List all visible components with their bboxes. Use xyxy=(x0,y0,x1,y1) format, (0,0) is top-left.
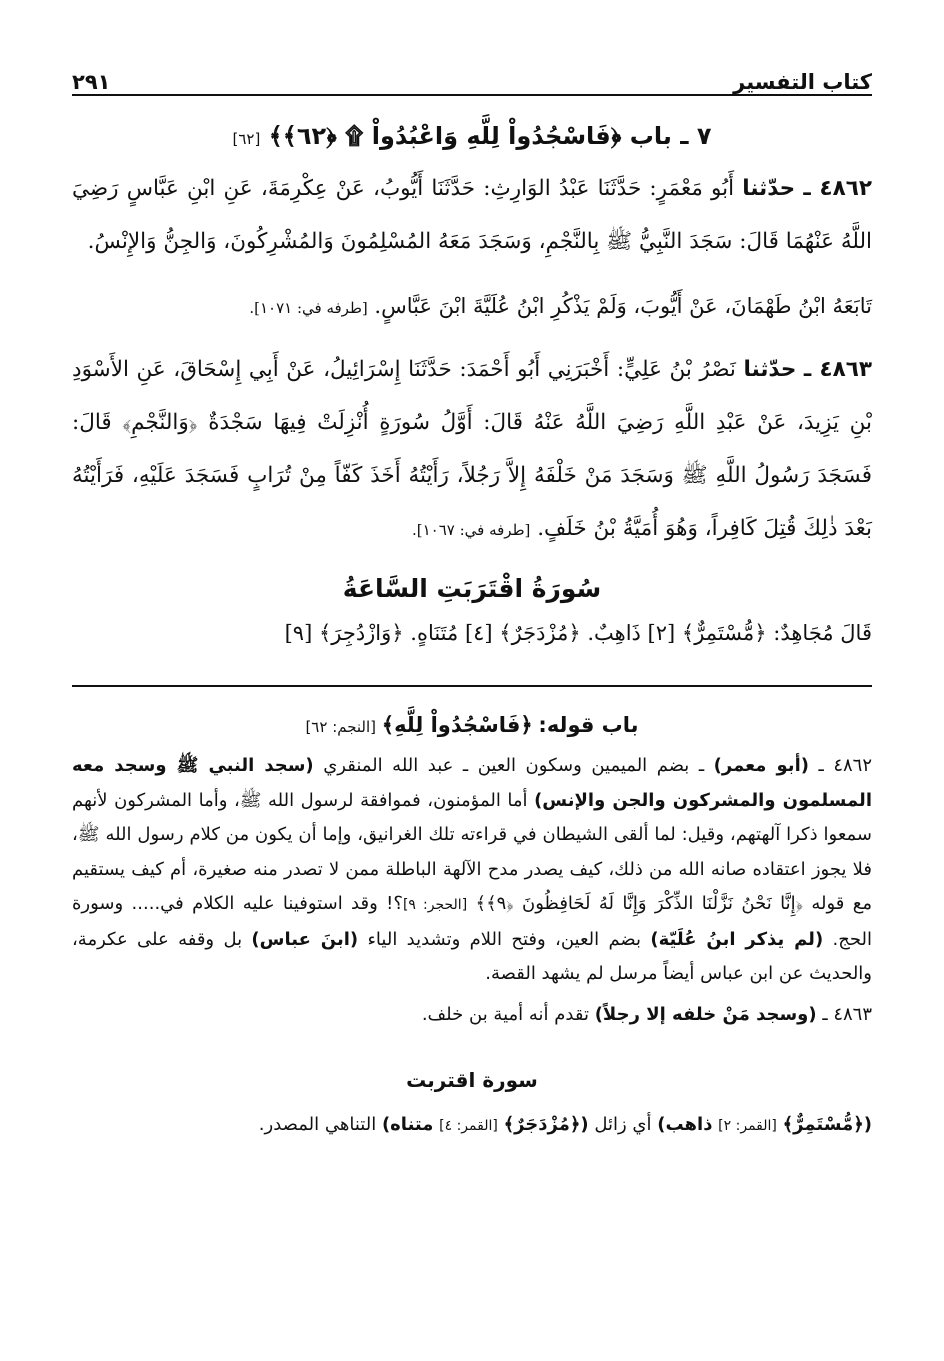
comment-verse-ref: [الحجر: ٩] xyxy=(402,897,468,913)
bab-ref: [النجم: ٦٢] xyxy=(305,718,377,736)
comment-bold: (﴿مُّسْتَمِرٌّ﴾ xyxy=(782,1114,872,1135)
commentary-bab-heading xyxy=(72,707,872,743)
cross-reference: [طرفه في: ١٠٧١]. xyxy=(249,299,368,317)
hadith-text xyxy=(72,162,872,557)
comment-verse: ﴿إِنَّا نَحْنُ نَزَّلْنَا الذِّكْرَ وَإِنَّا لَهُ لَحَافِظُونَ ﴿٩﴾﴾ xyxy=(475,893,803,914)
comment-text: بضم العين، وفتح اللام وتشديد الياء xyxy=(367,928,642,950)
hadith-4863 xyxy=(72,343,872,557)
hadith-4862 xyxy=(72,162,872,268)
hadith-followup xyxy=(72,280,872,335)
chapter-verse-ref: [٦٢] xyxy=(232,130,261,148)
comment-bold: (ابنَ عباس) xyxy=(251,928,359,950)
chapter-prefix: ٧ ـ باب xyxy=(629,122,712,150)
hadith-number: ٤٨٦٣ ـ xyxy=(803,357,872,382)
hadith-number: ٤٨٦٢ ـ xyxy=(803,176,872,201)
comment-text: بل وقفه على عكرمة، والحديث عن ابن عباس أيضاً مرسل لم يشهد القصة. xyxy=(72,928,872,984)
bab-label: باب قوله: xyxy=(538,713,639,737)
chapter-heading xyxy=(72,118,872,154)
comment-bold: (﴿مُزْدَجَرٌ﴾ xyxy=(503,1114,589,1135)
commentary-4863 xyxy=(72,998,872,1033)
comment-text: التناهي المصدر. xyxy=(258,1114,377,1135)
surah-heading: سُورَةُ اقْتَرَبَتِ السَّاعَةُ xyxy=(342,574,602,603)
running-header xyxy=(72,58,872,96)
commentary-section xyxy=(72,707,872,1144)
page-number: ٢٩١ xyxy=(72,70,111,94)
comment-number: ٤٨٦٢ ـ xyxy=(818,755,872,776)
comment-bold: (لم يذكر ابنُ عُلَيّة) xyxy=(650,928,824,950)
comment-number: ٤٨٦٣ ـ xyxy=(822,1003,872,1025)
comment-text: أما المؤمنون، فموافقة لرسول الله ﷺ، وأما المشركون لأنهم سمعوا ذكرا آلهتهم، وقيل: لما ألقى الشيطان في قراءته تلك الغرانيق، وإما أن يكون من كلام رسول الله ﷺ، فلا يجوز اعتقاده صانه الله من ذلك، كيف يصدر مدح الآلهة الباطلة ممن لا تصدر منه صغيرة، أم كيف يستقيم مع قوله xyxy=(72,789,872,914)
hadith-lead: حدّثنا xyxy=(742,176,796,201)
comment-text: ـ بضم الميمين وسكون العين ـ عبد الله المنقري xyxy=(323,755,705,776)
followup-text: تَابَعَهُ ابْنُ طَهْمَانَ، عَنْ أَيُّوبَ، وَلَمْ يَذْكُرِ ابْنُ عُلَيَّةَ ابْنَ عَبَّاسٍ. xyxy=(374,294,872,318)
comment-text: ؟! وقد استوفينا عليه الكلام في..... وسورة الحج. xyxy=(72,893,872,950)
comment-bold: (أبو معمر) xyxy=(713,755,809,776)
mujahid-gloss: قَالَ مُجَاهِدٌ: ﴿مُّسْتَمِرٌّ﴾ [٢] ذَاهِبٌ. ﴿مُزْدَجَرٌ﴾ [٤] مُتَنَاهٍ. ﴿وَازْدُجِرَ﴾ [٩] xyxy=(284,621,872,645)
comment-text: أي زائل xyxy=(594,1114,652,1135)
cross-reference: [طرفه في: ١٠٦٧]. xyxy=(411,521,531,539)
comment-verse-ref: [القمر: ٤] xyxy=(439,1118,498,1134)
chapter-verse: ﴿فَاسْجُدُواْ لِلَّهِ وَاعْبُدُواْ ۩ ﴿٦٢﴾﴾ xyxy=(268,122,622,150)
comment-bold: ذاهب) xyxy=(657,1114,713,1135)
commentary-surah-heading: سورة اقتربت xyxy=(406,1068,538,1092)
comment-bold: (وسجد مَنْ خلفه إلا رجلاً) xyxy=(594,1003,817,1025)
comment-verse-ref: [القمر: ٢] xyxy=(718,1118,777,1134)
book-title: كتاب التفسير xyxy=(733,70,872,94)
book-page xyxy=(72,58,872,1308)
comment-bold: (سجد النبي ﷺ وسجد معه المسلمون والمشركون والجن والإنس) xyxy=(72,755,872,811)
commentary-4862 xyxy=(72,749,872,992)
commentary-divider xyxy=(72,685,872,687)
comment-text: تقدم أنه أمية بن خلف. xyxy=(421,1003,589,1025)
hadith-body: أَبُو مَعْمَرٍ: حَدَّثَنَا عَبْدُ الوَارِثِ: حَدَّثَنَا أَيُّوبُ، عَنْ عِكْرِمَةَ، عَنِ ابْنِ عَبَّاسٍ رَضِيَ اللَّهُ عَنْهُمَا قَالَ: سَجَدَ النَّبِيُّ ﷺ بِالنَّجْمِ، وَسَجَدَ مَعَهُ المُسْلِمُونَ وَالمُشْرِكُونَ، وَالجِنُّ وَالإِنْسُ. xyxy=(72,176,872,254)
hadith-body: نَصْرُ بْنُ عَلِيٍّ: أَخْبَرَنِي أَبُو أَحْمَدَ: حَدَّثَنَا إِسْرَائِيلُ، عَنْ أَبِي إِسْحَاقَ، عَنِ الأَسْوَدِ بْنِ يَزِيدَ، عَنْ عَبْدِ اللَّهِ رَضِيَ اللَّهُ عَنْهُ قَالَ: أَوَّلُ سُورَةٍ أُنْزِلَتْ فِيهَا سَجْدَةٌ ﴿وَالنَّجْمِ﴾ قَالَ: فَسَجَدَ رَسُولُ اللَّهِ ﷺ وَسَجَدَ مَنْ خَلْفَهُ إِلاَّ رَجُلاً، رَأَيْتُهُ أَخَذَ كَفّاً مِنْ تُرَابٍ فَسَجَدَ عَلَيْهِ، فَرَأَيْتُهُ بَعْدَ ذٰلِكَ قُتِلَ كَافِراً، وَهُوَ أُمَيَّةُ بْنُ خَلَفٍ. xyxy=(72,357,872,541)
hadith-lead: حدّثنا xyxy=(743,357,797,382)
comment-bold: متناه) xyxy=(381,1114,434,1135)
bab-verse: ﴿فَاسْجُدُواْ لِلَّهِ﴾ xyxy=(381,713,533,737)
commentary-surah-gloss xyxy=(72,1108,872,1144)
